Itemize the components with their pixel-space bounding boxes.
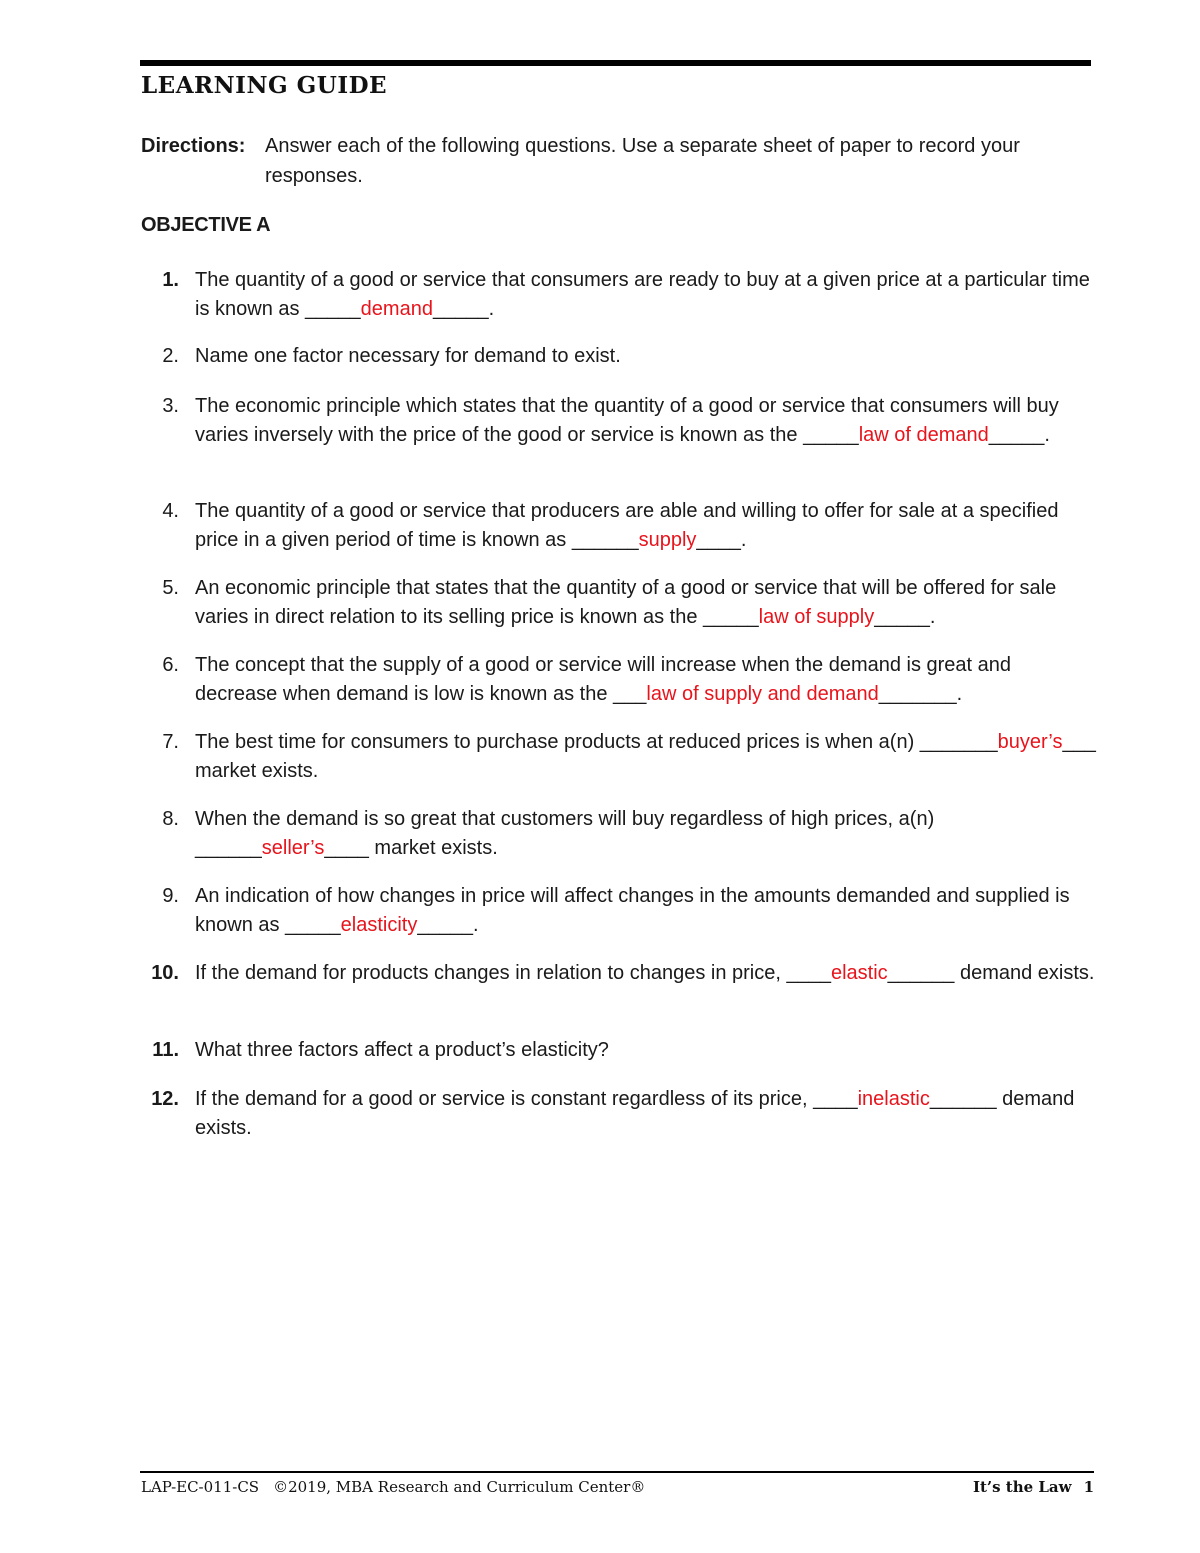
top-rule [140,60,1091,66]
answer: seller’s [261,836,325,859]
question-text: The economic principle which states that the quantity of a good or service that consumers will buy varies inversely with the price of the good or service is known as the _____law of demand_____. [195,395,1059,446]
question-number: 6. [162,654,179,676]
footer-left [141,1478,645,1496]
question-1 [141,266,1096,323]
directions [141,131,1091,191]
page-number: 1 [1083,1478,1094,1496]
footer-rule [140,1471,1094,1473]
question-12 [141,1085,1096,1142]
question-9 [141,882,1096,939]
answer: elastic [830,962,888,984]
question-text: The concept that the supply of a good or service will increase when the demand is great and decrease when demand is low is known as the ___law of supply and demand_______. [195,654,1012,705]
directions-text: Answer each of the following questions. Use a separate sheet of paper to record your responses. [265,135,1020,187]
question-7 [141,728,1096,785]
question-text: If the demand for a good or service is constant regardless of its price, ____inelastic______ demand exists. [195,1088,1075,1139]
question-continuation: exists. [195,1116,252,1139]
question-number: 8. [162,808,179,830]
answer: demand [360,297,433,320]
question-number: 9. [162,885,179,907]
question-text: The quantity of a good or service that producers are able and willing to offer for sale at a specified price in a given period of time is known as ______supply____. [195,500,1059,551]
answer: law of demand [858,423,989,446]
question-3 [141,392,1096,449]
objective-heading: OBJECTIVE A [141,214,271,236]
question-2 [141,342,1096,371]
question-text: The best time for consumers to purchase products at reduced prices is when a(n) _______buyer’s___ market exists. [195,731,1096,782]
answer: supply [638,528,697,551]
question-10 [141,959,1096,988]
question-text: What three factors affect a product’s elasticity? [195,1039,609,1061]
question-number: 12. [151,1088,179,1110]
directions-label: Directions: [141,135,246,157]
question-number: 3. [162,395,179,417]
answer: inelastic [857,1088,930,1110]
footer-title: It’s the Law [972,1478,1072,1496]
question-11 [141,1036,1096,1065]
footer-code: LAP-EC-011-CS [141,1478,260,1496]
question-text: If the demand for products changes in relation to changes in price, ____elastic______ demand exists. [195,962,1095,984]
question-text: An economic principle that states that the quantity of a good or service that will be offered for sale varies in direct relation to its selling price is known as the _____law of supply_____. [195,577,1057,628]
answer: law of supply and demand [646,682,879,705]
question-number: 11. [152,1039,179,1061]
question-number: 7. [162,731,179,753]
footer-right [973,1478,1094,1496]
question-4 [141,497,1096,554]
question-number: 5. [162,577,179,599]
question-text: An indication of how changes in price will affect changes in the amounts demanded and supplied is known as _____elasticity_____. [195,885,1070,936]
question-text: Name one factor necessary for demand to exist. [195,345,621,367]
answer: buyer’s [997,731,1063,753]
question-text: The quantity of a good or service that consumers are ready to buy at a given price at a particular time is known as _____demand_____. [195,269,1090,320]
question-number: 2. [162,345,179,367]
answer: elasticity [340,913,418,936]
question-6 [141,651,1096,708]
page-title: LEARNING GUIDE [141,72,388,99]
question-text: When the demand is so great that customers will buy regardless of high prices, a(n) ______seller’s____ market exists. [195,808,935,859]
question-number: 10. [151,962,179,984]
question-number: 1. [162,269,179,291]
footer-copyright: ©2019, MBA Research and Curriculum Center® [273,1478,646,1496]
answer: law of supply [758,605,875,628]
question-number: 4. [162,500,179,522]
question-5 [141,574,1096,631]
question-8 [141,805,1096,862]
